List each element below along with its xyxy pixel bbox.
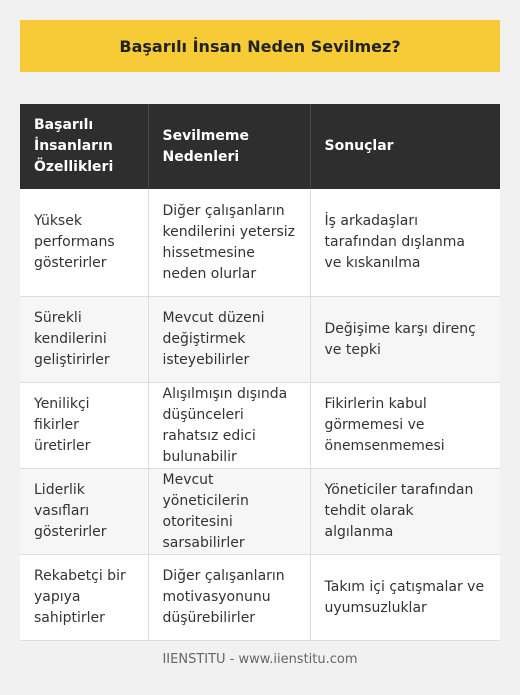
footer-credit: IIENSTITU - www.iienstitu.com [162,652,358,667]
cell-reason: Mevcut yöneticilerin otoritesini sarsabilirler [148,469,310,555]
cell-result: İş arkadaşları tarafından dışlanma ve kıskanılma [310,189,500,297]
cell-feature: Rekabetçi bir yapıya sahiptirler [20,555,148,641]
cell-reason: Diğer çalışanların kendilerini yetersiz hissetmesine neden olurlar [148,189,310,297]
cell-reason: Diğer çalışanların motivasyonunu düşürebilirler [148,555,310,641]
table-row [20,555,500,641]
title-banner [20,20,500,72]
table-row [20,469,500,555]
cell-reason: Alışılmışın dışında düşünceleri rahatsız edici bulunabilir [148,383,310,469]
table-row [20,189,500,297]
header-features: Başarılı İnsanların Özellikleri [20,104,148,189]
header-results: Sonuçlar [310,104,500,189]
cell-feature: Yüksek performans gösterirler [20,189,148,297]
cell-feature: Yenilikçi fikirler üretirler [20,383,148,469]
cell-result: Takım içi çatışmalar ve uyumsuzluklar [310,555,500,641]
table-header-row [20,104,500,189]
cell-result: Değişime karşı direnç ve tepki [310,297,500,383]
cell-reason: Mevcut düzeni değiştirmek isteyebilirler [148,297,310,383]
table-row [20,297,500,383]
page-title: Başarılı İnsan Neden Sevilmez? [119,36,401,56]
cell-result: Yöneticiler tarafından tehdit olarak algılanma [310,469,500,555]
header-reasons: Sevilmeme Nedenleri [148,104,310,189]
comparison-table [20,104,500,641]
table-row [20,383,500,469]
cell-feature: Sürekli kendilerini geliştirirler [20,297,148,383]
cell-result: Fikirlerin kabul görmemesi ve önemsenmemesi [310,383,500,469]
cell-feature: Liderlik vasıfları gösterirler [20,469,148,555]
